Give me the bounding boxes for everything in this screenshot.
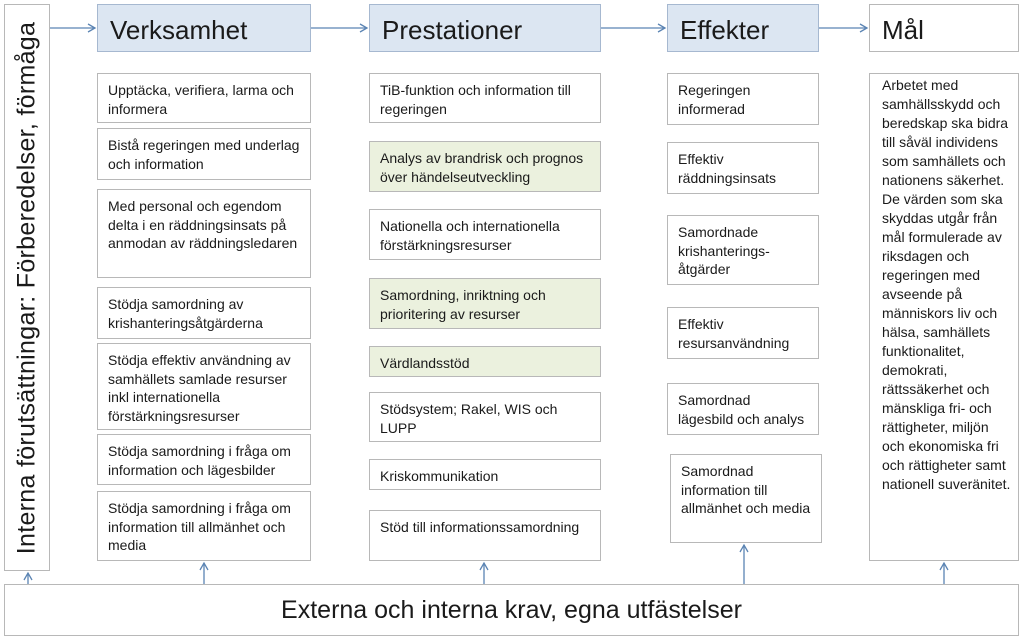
- verksamhet-item: Stödja samordning i fråga om information och lägesbilder: [97, 434, 311, 485]
- verksamhet-item: Stödja samordning i fråga om information till allmänhet och media: [97, 491, 311, 561]
- prestationer-item: Stödsystem; Rakel, WIS och LUPP: [369, 392, 601, 442]
- effekter-item: Samordnad information till allmänhet och media: [670, 454, 822, 543]
- effekter-item: Regeringen informerad: [667, 73, 819, 125]
- header-verksamhet: Verksamhet: [97, 4, 311, 52]
- prestationer-item-highlighted: Analys av brandrisk och prognos över händelseutveckling: [369, 141, 601, 192]
- prestationer-item: Kriskommunikation: [369, 459, 601, 490]
- verksamhet-item: Stödja samordning av krishanteringsåtgärderna: [97, 287, 311, 339]
- header-effekter: Effekter: [667, 4, 819, 52]
- header-prestationer: Prestationer: [369, 4, 601, 52]
- prestationer-item-highlighted: Värdlandsstöd: [369, 346, 601, 377]
- prestationer-item: TiB-funktion och information till regeringen: [369, 73, 601, 123]
- effekter-item: Samordnade krishanterings-åtgärder: [667, 215, 819, 285]
- verksamhet-item: Stödja effektiv användning av samhällets samlade resurser inkl internationella förstärkningsresurser: [97, 343, 311, 430]
- mal-description: Arbetet med samhällsskydd och beredskap ska bidra till såväl individens som samhällets och nationens säkerhet. De värden som ska skyddas utgår från mål formulerade av riksdagen och regeringen med avseende på människors liv och hälsa, samhällets funktionalitet, demokrati, rättssäkerhet och mänskliga fri- och rättigheter, miljön och ekonomiska fri och rättigheter samt nationell suveränitet.: [869, 73, 1019, 561]
- effekter-item: Effektiv resursanvändning: [667, 307, 819, 359]
- header-mal: Mål: [869, 4, 1019, 52]
- prestationer-item-highlighted: Samordning, inriktning och prioritering av resurser: [369, 278, 601, 329]
- verksamhet-item: Med personal och egendom delta i en räddningsinsats på anmodan av räddningsledaren: [97, 189, 311, 278]
- verksamhet-item: Bistå regeringen med underlag och information: [97, 128, 311, 180]
- prestationer-item: Stöd till informationssamordning: [369, 510, 601, 561]
- effekter-item: Samordnad lägesbild och analys: [667, 383, 819, 435]
- effekter-item: Effektiv räddningsinsats: [667, 142, 819, 194]
- verksamhet-item: Upptäcka, verifiera, larma och informera: [97, 73, 311, 123]
- prestationer-item: Nationella och internationella förstärkningsresurser: [369, 209, 601, 260]
- sidebar-label: Interna förutsättningar: Förberedelser, förmåga: [12, 21, 41, 554]
- external-requirements-bar: Externa och interna krav, egna utfästelser: [4, 584, 1019, 636]
